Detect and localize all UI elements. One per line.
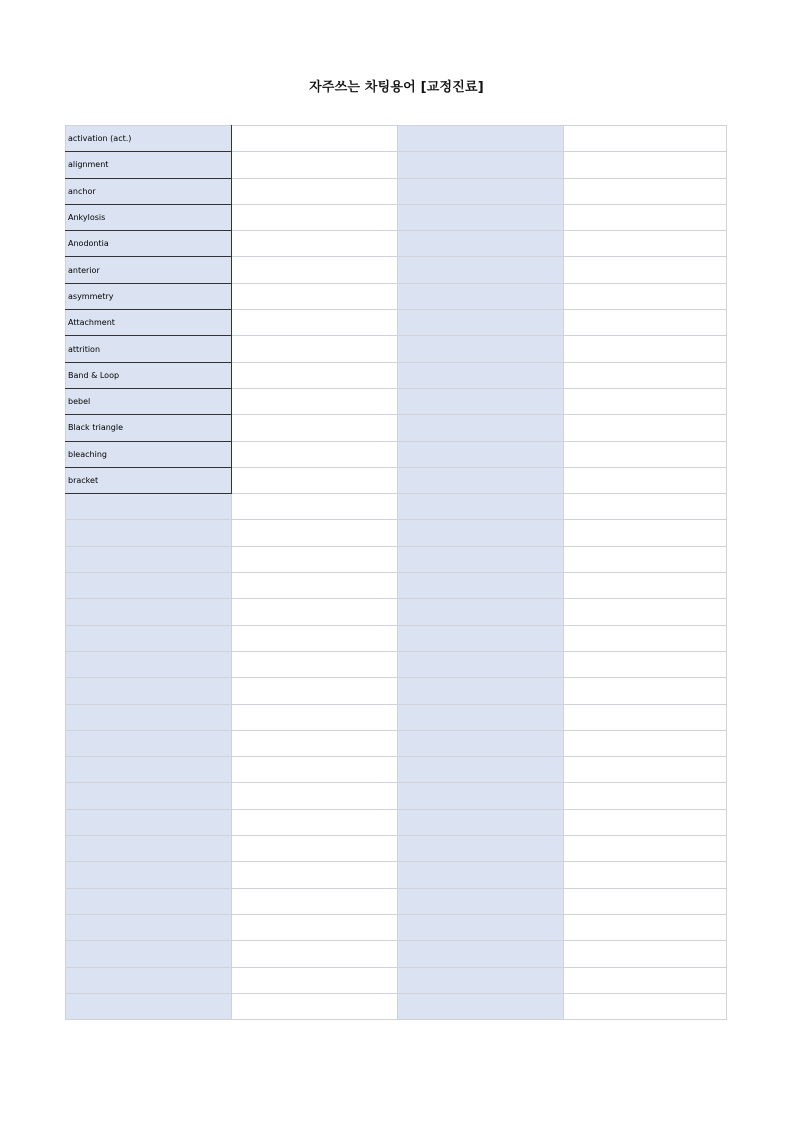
meaning-cell-right [564,836,727,862]
meaning-cell-right [564,152,727,178]
term-cell-right [398,941,564,967]
term-cell [66,757,232,783]
meaning-cell-right [564,809,727,835]
term-cell [66,993,232,1019]
meaning-cell-right [564,862,727,888]
term-cell [66,599,232,625]
meaning-cell-right [564,941,727,967]
meaning-cell-right [564,914,727,940]
table-row [66,494,727,520]
meaning-cell-right [564,231,727,257]
table-row [66,914,727,940]
term-cell-right [398,730,564,756]
meaning-cell [232,546,398,572]
term-cell: alignment [66,152,232,178]
term-cell: bebel [66,388,232,414]
meaning-cell-right [564,993,727,1019]
term-cell [66,888,232,914]
term-cell-right [398,573,564,599]
term-cell-right [398,336,564,362]
term-cell [66,914,232,940]
table-row [66,231,727,257]
term-cell-right [398,494,564,520]
term-cell: anchor [66,178,232,204]
table-row [66,126,727,152]
table-row [66,336,727,362]
table-row [66,362,727,388]
term-cell-right [398,809,564,835]
term-cell: Ankylosis [66,204,232,230]
meaning-cell [232,573,398,599]
meaning-cell-right [564,310,727,336]
term-cell [66,862,232,888]
meaning-cell [232,809,398,835]
table-row [66,441,727,467]
meaning-cell-right [564,415,727,441]
term-cell-right [398,914,564,940]
meaning-cell-right [564,730,727,756]
meaning-cell [232,651,398,677]
meaning-cell-right [564,967,727,993]
meaning-cell-right [564,888,727,914]
meaning-cell [232,336,398,362]
term-cell-right [398,599,564,625]
table-row [66,204,727,230]
term-cell-right [398,993,564,1019]
table-row [66,625,727,651]
meaning-cell-right [564,388,727,414]
term-cell-right [398,204,564,230]
term-cell [66,730,232,756]
meaning-cell [232,836,398,862]
term-cell [66,967,232,993]
term-cell-right [398,231,564,257]
term-cell-right [398,704,564,730]
meaning-cell-right [564,704,727,730]
table-row [66,783,727,809]
meaning-cell-right [564,283,727,309]
term-cell-right [398,441,564,467]
meaning-cell [232,730,398,756]
term-cell: Black triangle [66,415,232,441]
meaning-cell [232,415,398,441]
meaning-cell [232,388,398,414]
term-cell: Attachment [66,310,232,336]
term-cell-right [398,283,564,309]
meaning-cell-right [564,625,727,651]
meaning-cell [232,941,398,967]
table-row [66,467,727,493]
meaning-cell-right [564,336,727,362]
table-row [66,757,727,783]
table-row [66,836,727,862]
meaning-cell [232,152,398,178]
meaning-cell [232,204,398,230]
term-cell-right [398,651,564,677]
meaning-cell-right [564,494,727,520]
meaning-cell [232,757,398,783]
term-cell: Band & Loop [66,362,232,388]
term-cell-right [398,310,564,336]
table-row [66,651,727,677]
table-row [66,678,727,704]
table-row [66,257,727,283]
meaning-cell-right [564,520,727,546]
meaning-cell [232,783,398,809]
term-cell [66,941,232,967]
term-cell-right [398,520,564,546]
meaning-cell [232,888,398,914]
term-cell-right [398,783,564,809]
term-cell: bleaching [66,441,232,467]
term-cell [66,704,232,730]
meaning-cell [232,967,398,993]
meaning-cell [232,520,398,546]
table-row [66,809,727,835]
meaning-cell [232,467,398,493]
table-row [66,888,727,914]
meaning-cell-right [564,204,727,230]
meaning-cell [232,310,398,336]
table-row [66,967,727,993]
term-cell: anterior [66,257,232,283]
table-row [66,546,727,572]
term-cell: attrition [66,336,232,362]
term-cell: bracket [66,467,232,493]
meaning-cell-right [564,599,727,625]
table-row [66,862,727,888]
table-row [66,283,727,309]
table-row [66,310,727,336]
meaning-cell-right [564,573,727,599]
term-cell-right [398,178,564,204]
meaning-cell [232,126,398,152]
meaning-cell-right [564,783,727,809]
term-cell: activation (act.) [66,126,232,152]
meaning-cell [232,257,398,283]
term-cell-right [398,362,564,388]
meaning-cell-right [564,467,727,493]
meaning-cell [232,494,398,520]
term-cell-right [398,126,564,152]
term-cell [66,494,232,520]
table-row [66,388,727,414]
term-cell-right [398,388,564,414]
meaning-cell-right [564,362,727,388]
term-cell [66,836,232,862]
term-cell-right [398,836,564,862]
meaning-cell [232,599,398,625]
meaning-cell-right [564,257,727,283]
meaning-cell [232,678,398,704]
table-row [66,573,727,599]
meaning-cell [232,914,398,940]
table-row [66,152,727,178]
meaning-cell [232,862,398,888]
term-cell-right [398,678,564,704]
table-row [66,599,727,625]
term-cell-right [398,862,564,888]
term-cell-right [398,467,564,493]
term-cell-right [398,625,564,651]
term-cell-right [398,546,564,572]
terminology-table [65,125,727,1020]
term-cell: asymmetry [66,283,232,309]
table-row [66,178,727,204]
term-cell-right [398,257,564,283]
table-row [66,415,727,441]
meaning-cell-right [564,651,727,677]
table-row [66,941,727,967]
term-cell [66,678,232,704]
term-cell [66,625,232,651]
term-cell [66,651,232,677]
table-row [66,730,727,756]
term-cell-right [398,888,564,914]
term-cell [66,573,232,599]
term-cell [66,809,232,835]
term-cell-right [398,152,564,178]
term-cell [66,783,232,809]
term-cell [66,520,232,546]
term-cell-right [398,757,564,783]
meaning-cell [232,178,398,204]
meaning-cell [232,283,398,309]
term-cell-right [398,967,564,993]
meaning-cell-right [564,126,727,152]
term-cell [66,546,232,572]
meaning-cell-right [564,441,727,467]
meaning-cell [232,362,398,388]
meaning-cell [232,231,398,257]
term-cell-right [398,415,564,441]
term-cell: Anodontia [66,231,232,257]
meaning-cell [232,441,398,467]
meaning-cell [232,625,398,651]
page-title: 자주쓰는 차팅용어 [교정진료] [309,80,484,95]
meaning-cell [232,993,398,1019]
meaning-cell-right [564,178,727,204]
meaning-cell-right [564,678,727,704]
table-row [66,520,727,546]
table-row [66,704,727,730]
meaning-cell-right [564,546,727,572]
meaning-cell-right [564,757,727,783]
table-row [66,993,727,1019]
meaning-cell [232,704,398,730]
